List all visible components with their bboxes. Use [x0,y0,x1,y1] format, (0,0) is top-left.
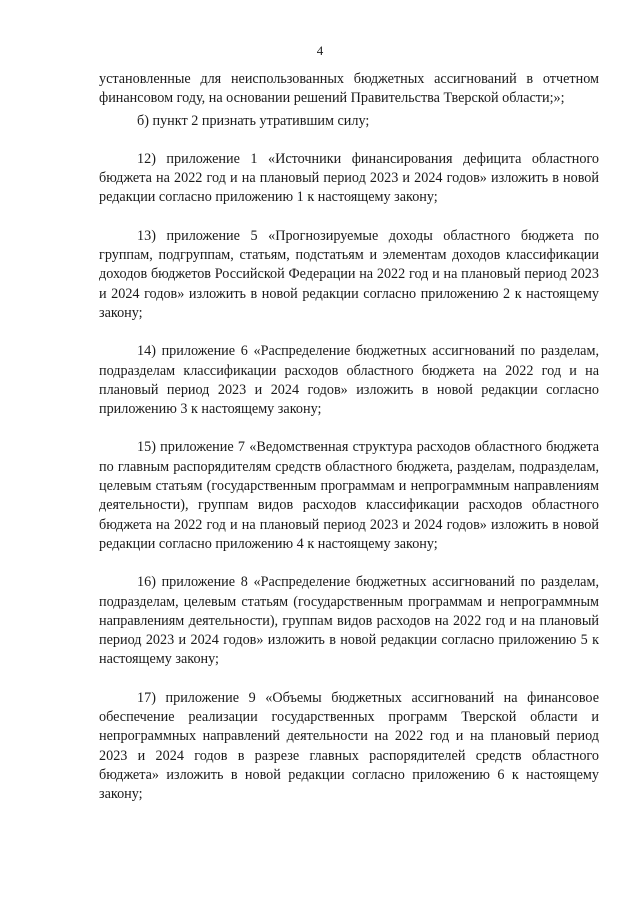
paragraph-item-14: 14) приложение 6 «Распределение бюджетных ассигнований по разделам, подразделам классификации расходов областного бюджета на 2022 год и на плановый период 2023 и 2024 годов» изложить в новой редакции согласно приложению 3 к настоящему закону; [99,343,599,418]
paragraph-item-17: 17) приложение 9 «Объемы бюджетных ассигнований на финансовое обеспечение реализации государственных программ Тверской области и непрограммных направлений деятельности на 2022 год и на плановый период 2023 и 2024 годов в разрезе главных распорядителей средств областного бюджета» изложить в новой редакции согласно приложению 6 к настоящему закону; [99,689,599,803]
paragraph-subitem-b: б) пункт 2 признать утратившим силу; [137,112,370,129]
document-body [99,70,599,805]
paragraph-item-12: 12) приложение 1 «Источники финансирования дефицита областного бюджета на 2022 год и на плановый период 2023 и 2024 годов» изложить в новой редакции согласно приложению 1 к настоящему закону; [99,150,599,206]
paragraph-item-13: 13) приложение 5 «Прогнозируемые доходы областного бюджета по группам, подгруппам, статьям, подстатьям и элементам доходов классификации доходов бюджетов Российской Федерации на 2022 год и на плановый период 2023 и 2024 годов» изложить в новой редакции согласно приложению 2 к настоящему закону; [99,227,599,321]
paragraph-item-15: 15) приложение 7 «Ведомственная структура расходов областного бюджета по главным распорядителям средств областного бюджета, разделам, подразделам, целевым статьям (государственным программам и непрограммным направлениям деятельности), группам видов расходов классификации расходов областного бюджета на 2022 год и на плановый период 2023 и 2024 годов» изложить в новой редакции согласно приложению 4 к настоящему закону; [99,439,599,552]
page-number: 4 [316,43,324,58]
paragraph-continuation: установленные для неиспользованных бюджетных ассигнований в отчетном финансовом году, на основании решений Правительства Тверской области;»; [99,71,599,107]
paragraph-item-16: 16) приложение 8 «Распределение бюджетных ассигнований по разделам, подразделам, целевым статьям (государственным программам и непрограммным направлениям деятельности), группам видов расходов на 2022 год и на плановый период 2023 и 2024 годов» изложить в новой редакции согласно приложению 5 к настоящему закону; [99,574,599,668]
